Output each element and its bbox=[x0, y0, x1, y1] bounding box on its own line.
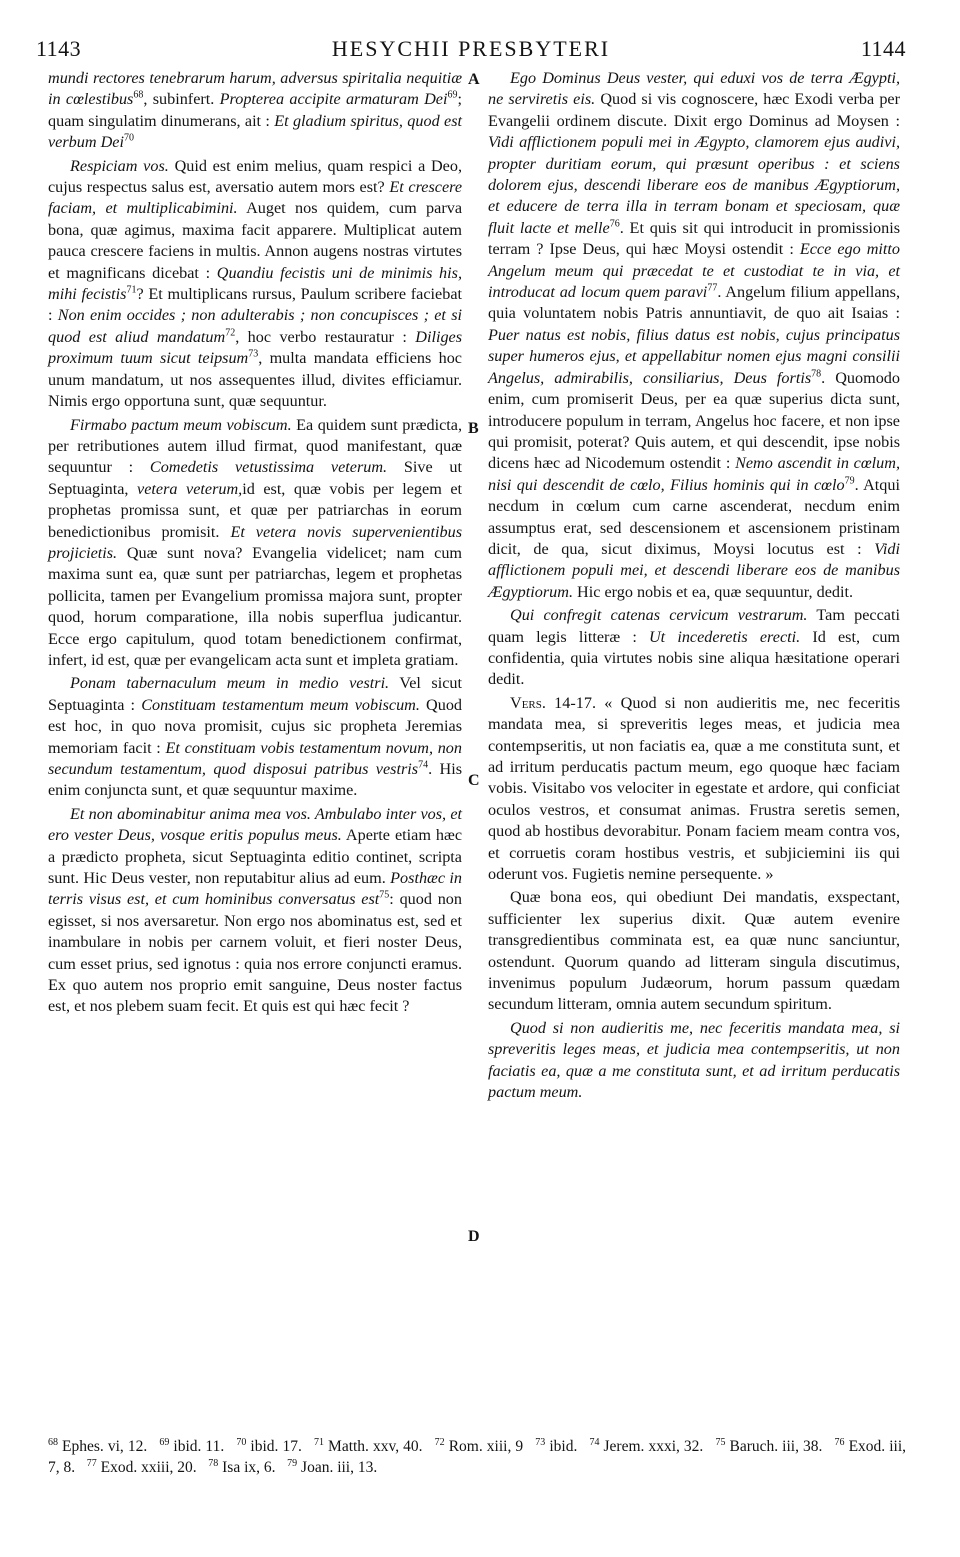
commentary-text: Sive ut Septuaginta, bbox=[48, 458, 463, 498]
footnote-text: Exod. iii, 7, 8. bbox=[48, 1438, 907, 1476]
scripture-lemma: Et non abominabitur anima mea vos. Ambulabo inter vos, et ero vester Deus, vosque eritis populus meus. bbox=[48, 804, 462, 845]
footnote-text: Isa ix, 6. bbox=[222, 1459, 276, 1476]
footnote-text: Matth. xxv, 40. bbox=[328, 1438, 423, 1455]
scripture-lemma: Quod si non audieritis me, nec feceritis mandata mea, si spreveritis leges meas, et judicia mea contempseritis, ut non faciatis ea, quæ a me constituta sunt, et ad irritum perducatis pactum meum. bbox=[488, 1018, 900, 1102]
footnote-number: 73 bbox=[535, 1436, 546, 1448]
footnote-text: ibid. 17. bbox=[250, 1438, 302, 1455]
footnote-ref: 77 bbox=[707, 282, 718, 294]
scripture-quote: Et vetera novis supervenientibus projicietis. bbox=[48, 522, 462, 562]
paragraph bbox=[488, 1018, 900, 1104]
paragraph bbox=[48, 673, 462, 801]
scripture-lemma: Qui confregit catenas cervicum vestrarum. bbox=[510, 606, 808, 625]
commentary-text: id est, quæ vobis per legem et prophetas promissa sunt, et quæ per patriarchas in eorum benedictionibus promisit. bbox=[48, 479, 462, 541]
paragraph bbox=[488, 693, 900, 886]
footnote-text: Joan. iii, 13. bbox=[301, 1459, 378, 1476]
footnote-number: 70 bbox=[236, 1436, 247, 1448]
scripture-quote: Diliges proximum tuum sicut teipsum bbox=[48, 327, 463, 368]
footnote-number: 77 bbox=[86, 1457, 97, 1469]
footnote-text: Exod. xxiii, 20. bbox=[100, 1459, 197, 1476]
footnote-ref: 75 bbox=[379, 890, 390, 902]
scripture-lemma: Ego Dominus Deus vester, qui eduxi vos de terra Ægypti, ne serviretis eis. bbox=[488, 69, 900, 109]
page-header bbox=[36, 36, 906, 64]
scripture-quote: Comedetis vetustissima veterum. bbox=[149, 458, 388, 477]
commentary-text: . Atqui necdum in cœlum cum carne ascenderat, necdum enim assumptus erat, sed descensionem et ascensionem pristinam dicit, de qua, sicut diximus, Moysi locutus est : bbox=[488, 475, 900, 558]
commentary-text: : quod non egisset, si nos aversaretur. Non ergo nos abominatus est, sed et inambulare in nobis per carnem voluit, et fieri noster Deus, cum esset prius, sed ignotus : quia nos errore conjuncti eramus. Ex quo autem nos proprio emit sanguine, Deus noster factus est, et nos plebem suam fecit. Et quis est qui hæc fecit ? bbox=[48, 890, 462, 1016]
left-column bbox=[48, 68, 462, 1018]
scripture-quote: Vidi afflictionem populi mei, et descendi liberare eos de manibus Ægyptiorum. bbox=[488, 539, 901, 601]
paragraph bbox=[48, 68, 462, 154]
scripture-lemma: Ponam tabernaculum meum in medio vestri. bbox=[70, 674, 390, 693]
commentary-text: , subinfert. bbox=[143, 90, 215, 109]
paragraph bbox=[48, 415, 462, 672]
footnote-ref: 71 bbox=[126, 284, 137, 296]
commentary-text: , hoc verbo restauratur : bbox=[235, 327, 407, 346]
footnote-ref: 74 bbox=[418, 759, 429, 771]
commentary-text: ; quam singulatim dinumerans, ait : bbox=[48, 90, 462, 130]
commentary-text: , multa mandata efficiens hoc unum mandatum, ut nos assequentes illud, divites efficiamur. Nimis ergo opportuna sunt, quæ sequuntur. bbox=[48, 349, 462, 411]
footnote-ref: 68 bbox=[133, 90, 144, 102]
right-column bbox=[488, 68, 900, 1104]
column-marker-c: C bbox=[468, 772, 480, 789]
paragraph bbox=[488, 68, 900, 603]
column-marker-d: D bbox=[468, 1228, 480, 1245]
paragraph bbox=[488, 605, 900, 691]
footnote-ref: 69 bbox=[447, 90, 458, 102]
commentary-text: Quæ sunt nova? Evangelia videlicet; nam cum maxima sunt ea, quæ sunt per patriarchas, legem et prophetas pollicita, tamen per Evangelium promissa majora sunt, propter quod, horum comparatione, illa nobis superflua judicantur. Ecce ergo capitulum, quod totam benedictionem confirmat, infert, id est, quæ per evangelicam acta sunt et impleta gratiam. bbox=[48, 543, 463, 669]
commentary-text: Quod si vis cognoscere, hæc Exodi verba per Evangelii ordinem discute. Dixit ergo Dominus ad Moysen : bbox=[488, 90, 901, 130]
scripture-quote: Constituam testamentum meum vobiscum. bbox=[141, 695, 420, 714]
scripture-quote: Puer natus est nobis, filius datus est nobis, cujus principatus super humeros ejus, et appellabitur nomen ejus magni consilii Angelus, admirabilis, consiliarius, Deus fortis bbox=[488, 325, 900, 387]
footnote-number: 74 bbox=[589, 1436, 600, 1448]
commentary-text: Tam peccati quam legis litteræ : bbox=[488, 606, 900, 646]
scripture-lemma: Respiciam vos. bbox=[70, 156, 169, 175]
scripture-quote: Et gladium spiritus, quod est verbum Dei bbox=[48, 111, 462, 152]
page-number-right: 1144 bbox=[860, 36, 906, 61]
footnote-number: 72 bbox=[434, 1436, 445, 1448]
commentary-text: . Et quis sit qui introducit in promissionis terram ? Ipse Deus, qui hæc Moysi ostendit : bbox=[488, 218, 900, 259]
commentary-text: . His enim conjuncta sunt, et quæ sequuntur maxime. bbox=[48, 760, 462, 800]
footnote-number: 79 bbox=[287, 1457, 298, 1469]
footnote-text: ibid. 11. bbox=[173, 1438, 225, 1455]
commentary-text: ? Et multiplicans rursus, Paulum scribere faciebat : bbox=[48, 285, 462, 325]
footnote-ref: 72 bbox=[225, 327, 236, 339]
column-marker-a: A bbox=[468, 71, 480, 88]
scripture-lemma: Firmabo pactum meum vobiscum. bbox=[70, 415, 292, 434]
scripture-quote: Et constituam vobis testamentum novum, non secundum testamentum, quod disposui patribus vestris bbox=[48, 738, 462, 778]
footnote-text: Jerem. xxxi, 32. bbox=[603, 1438, 704, 1455]
footnote-ref: 76 bbox=[609, 218, 620, 230]
scripture-quote: Ut incederetis erecti. bbox=[648, 627, 801, 646]
footnote-number: 71 bbox=[313, 1436, 324, 1448]
commentary-text: Auget nos quidem, cum parva bona, quæ agimus, maxima facit apparere. Multiplicat autem pauca crescere faciens in multis. Annon augens nostras virtutes et magnificans dicebat : bbox=[48, 199, 463, 282]
footnote-number: 68 bbox=[48, 1436, 58, 1448]
footnote-number: 78 bbox=[208, 1457, 219, 1469]
scripture-quote: Propterea accipite armaturam Dei bbox=[219, 90, 448, 109]
scripture-passage: « Quod si non audieritis me, nec feceritis mandata mea, si spreveritis leges meas, et judicia mea contempseritis, ut non faciatis ea, quæ a me constituta sunt, et ad irritum perducatis pactum meum, ego quoque hæc faciam vobis. Visitabo vos velociter in egestate et ardore, qui conficiat oculos vestros, et consumat animas. Frustra seretis semen, quod ab hostibus devorabitur. Ponam faciem meam contra vos, et corruetis coram hostibus vestris, et subjiciemini iis qui oderunt vos. Fugietis nemine persequente. » bbox=[488, 693, 900, 884]
paragraph bbox=[48, 804, 462, 1018]
scripture-quote: Et crescere faciam, et multiplicabimini. bbox=[48, 178, 463, 218]
column-marker-b: B bbox=[468, 420, 479, 437]
footnote-ref: 70 bbox=[123, 132, 134, 144]
commentary-text: . Angelum filium appellans, quia voluntatem nobis Patris annuntiavit, de quo ait Isaias : bbox=[488, 283, 900, 323]
footnote-ref: 73 bbox=[248, 348, 259, 360]
footnote-text: Ephes. vi, 12. bbox=[62, 1438, 148, 1455]
footnote-ref: 78 bbox=[811, 368, 822, 380]
commentary-text: Id est, cum confidentia, quia virtutes nobis sine aliqua hæsitatione operari dedit. bbox=[488, 627, 900, 689]
footnote-number: 75 bbox=[715, 1436, 726, 1448]
footnote-text: Rom. xiii, 9 bbox=[448, 1438, 524, 1455]
footnotes bbox=[48, 1436, 906, 1478]
page-number-left: 1143 bbox=[36, 36, 82, 61]
footnote-number: 69 bbox=[159, 1436, 170, 1448]
verse-heading: Vers. 14-17. bbox=[510, 693, 596, 712]
footnote-number: 76 bbox=[834, 1436, 845, 1448]
paragraph bbox=[48, 156, 462, 413]
commentary-text: Aperte etiam hæc a prædicto propheta, sicut Septuaginta editio continet, scripta sunt. Hic Deus vester, non reputabitur alius ad eum. bbox=[48, 826, 463, 888]
commentary-text: Hic ergo nobis et ea, quæ sequuntur, dedit. bbox=[577, 582, 854, 601]
paragraph bbox=[488, 887, 900, 1015]
commentary-text: Quid est enim melius, quam respici a Deo, cujus respectus salus est, aversatio autem mors est? bbox=[48, 156, 463, 197]
running-title: HESYCHII PRESBYTERI bbox=[331, 36, 611, 61]
scripture-quote: vetera veterum, bbox=[137, 479, 243, 498]
commentary-text: Quod est hoc, in quo nova promisit, cujus sic propheta Jeremias memoriam facit : bbox=[48, 695, 463, 757]
footnote-ref: 79 bbox=[844, 475, 855, 487]
commentary-text: Quæ bona eos, qui obediunt Dei mandatis, exspectant, sufficienter lex superius dixit. Quæ autem evenire transgredientibus comminata est, ea quæ nunc sanciuntur, ostendunt. Quorum quando ad litteram singula discutimus, invenimus populum Judæorum, horum passum quædam secundum litteram, omnia autem secundum spiritum. bbox=[488, 888, 900, 1014]
scripture-quote: Ecce ego mitto Angelum meum qui præcedat te et custodiat te in via, et introducat ad locum quem paravi bbox=[488, 240, 901, 302]
scripture-quote: Quandiu fecistis uni de minimis his, mihi fecistis bbox=[48, 263, 462, 304]
commentary-text: Vel sicut Septuaginta : bbox=[48, 674, 462, 714]
footnote-text: ibid. bbox=[549, 1438, 578, 1455]
commentary-text: Ea quidem sunt prædicta, per retributiones autem illud firmat, quod manifestant, quæ sequuntur : bbox=[48, 415, 463, 477]
scripture-quote: Non enim occides ; non adulterabis ; non concupisces ; et si quod est aliud mandatum bbox=[48, 306, 462, 346]
scripture-quote: mundi rectores tenebrarum harum, adversus spiritalia nequitiæ in cœlestibus bbox=[48, 69, 462, 109]
scripture-quote: Vidi afflictionem populi mei in Ægypto, clamorem ejus audivi, propter duritiam eorum, qui præsunt operibus : et sciens dolorem ejus, descendi liberare eos de manibus Ægyptiorum, et educere de terra illa in terram bonam et speciosam, quæ fluit lacte et melle bbox=[488, 133, 900, 237]
commentary-text: . Quomodo enim, cum promiserit Deus, per ea quæ superius dicta sunt, introducere populum in terram, Angelus hoc facere, et non ipse qui promisit, poterat? Quis autem, et qui descendit, ipse nobis dicens hæc ad Nicodemum ostendit : bbox=[488, 368, 900, 473]
scripture-quote: Nemo ascendit in cœlum, nisi qui descendit de cœlo, Filius hominis qui in cœlo bbox=[488, 454, 900, 494]
scripture-quote: Posthæc in terris visus est, et cum hominibus conversatus est bbox=[48, 869, 462, 909]
footnote-text: Baruch. iii, 38. bbox=[729, 1438, 823, 1455]
